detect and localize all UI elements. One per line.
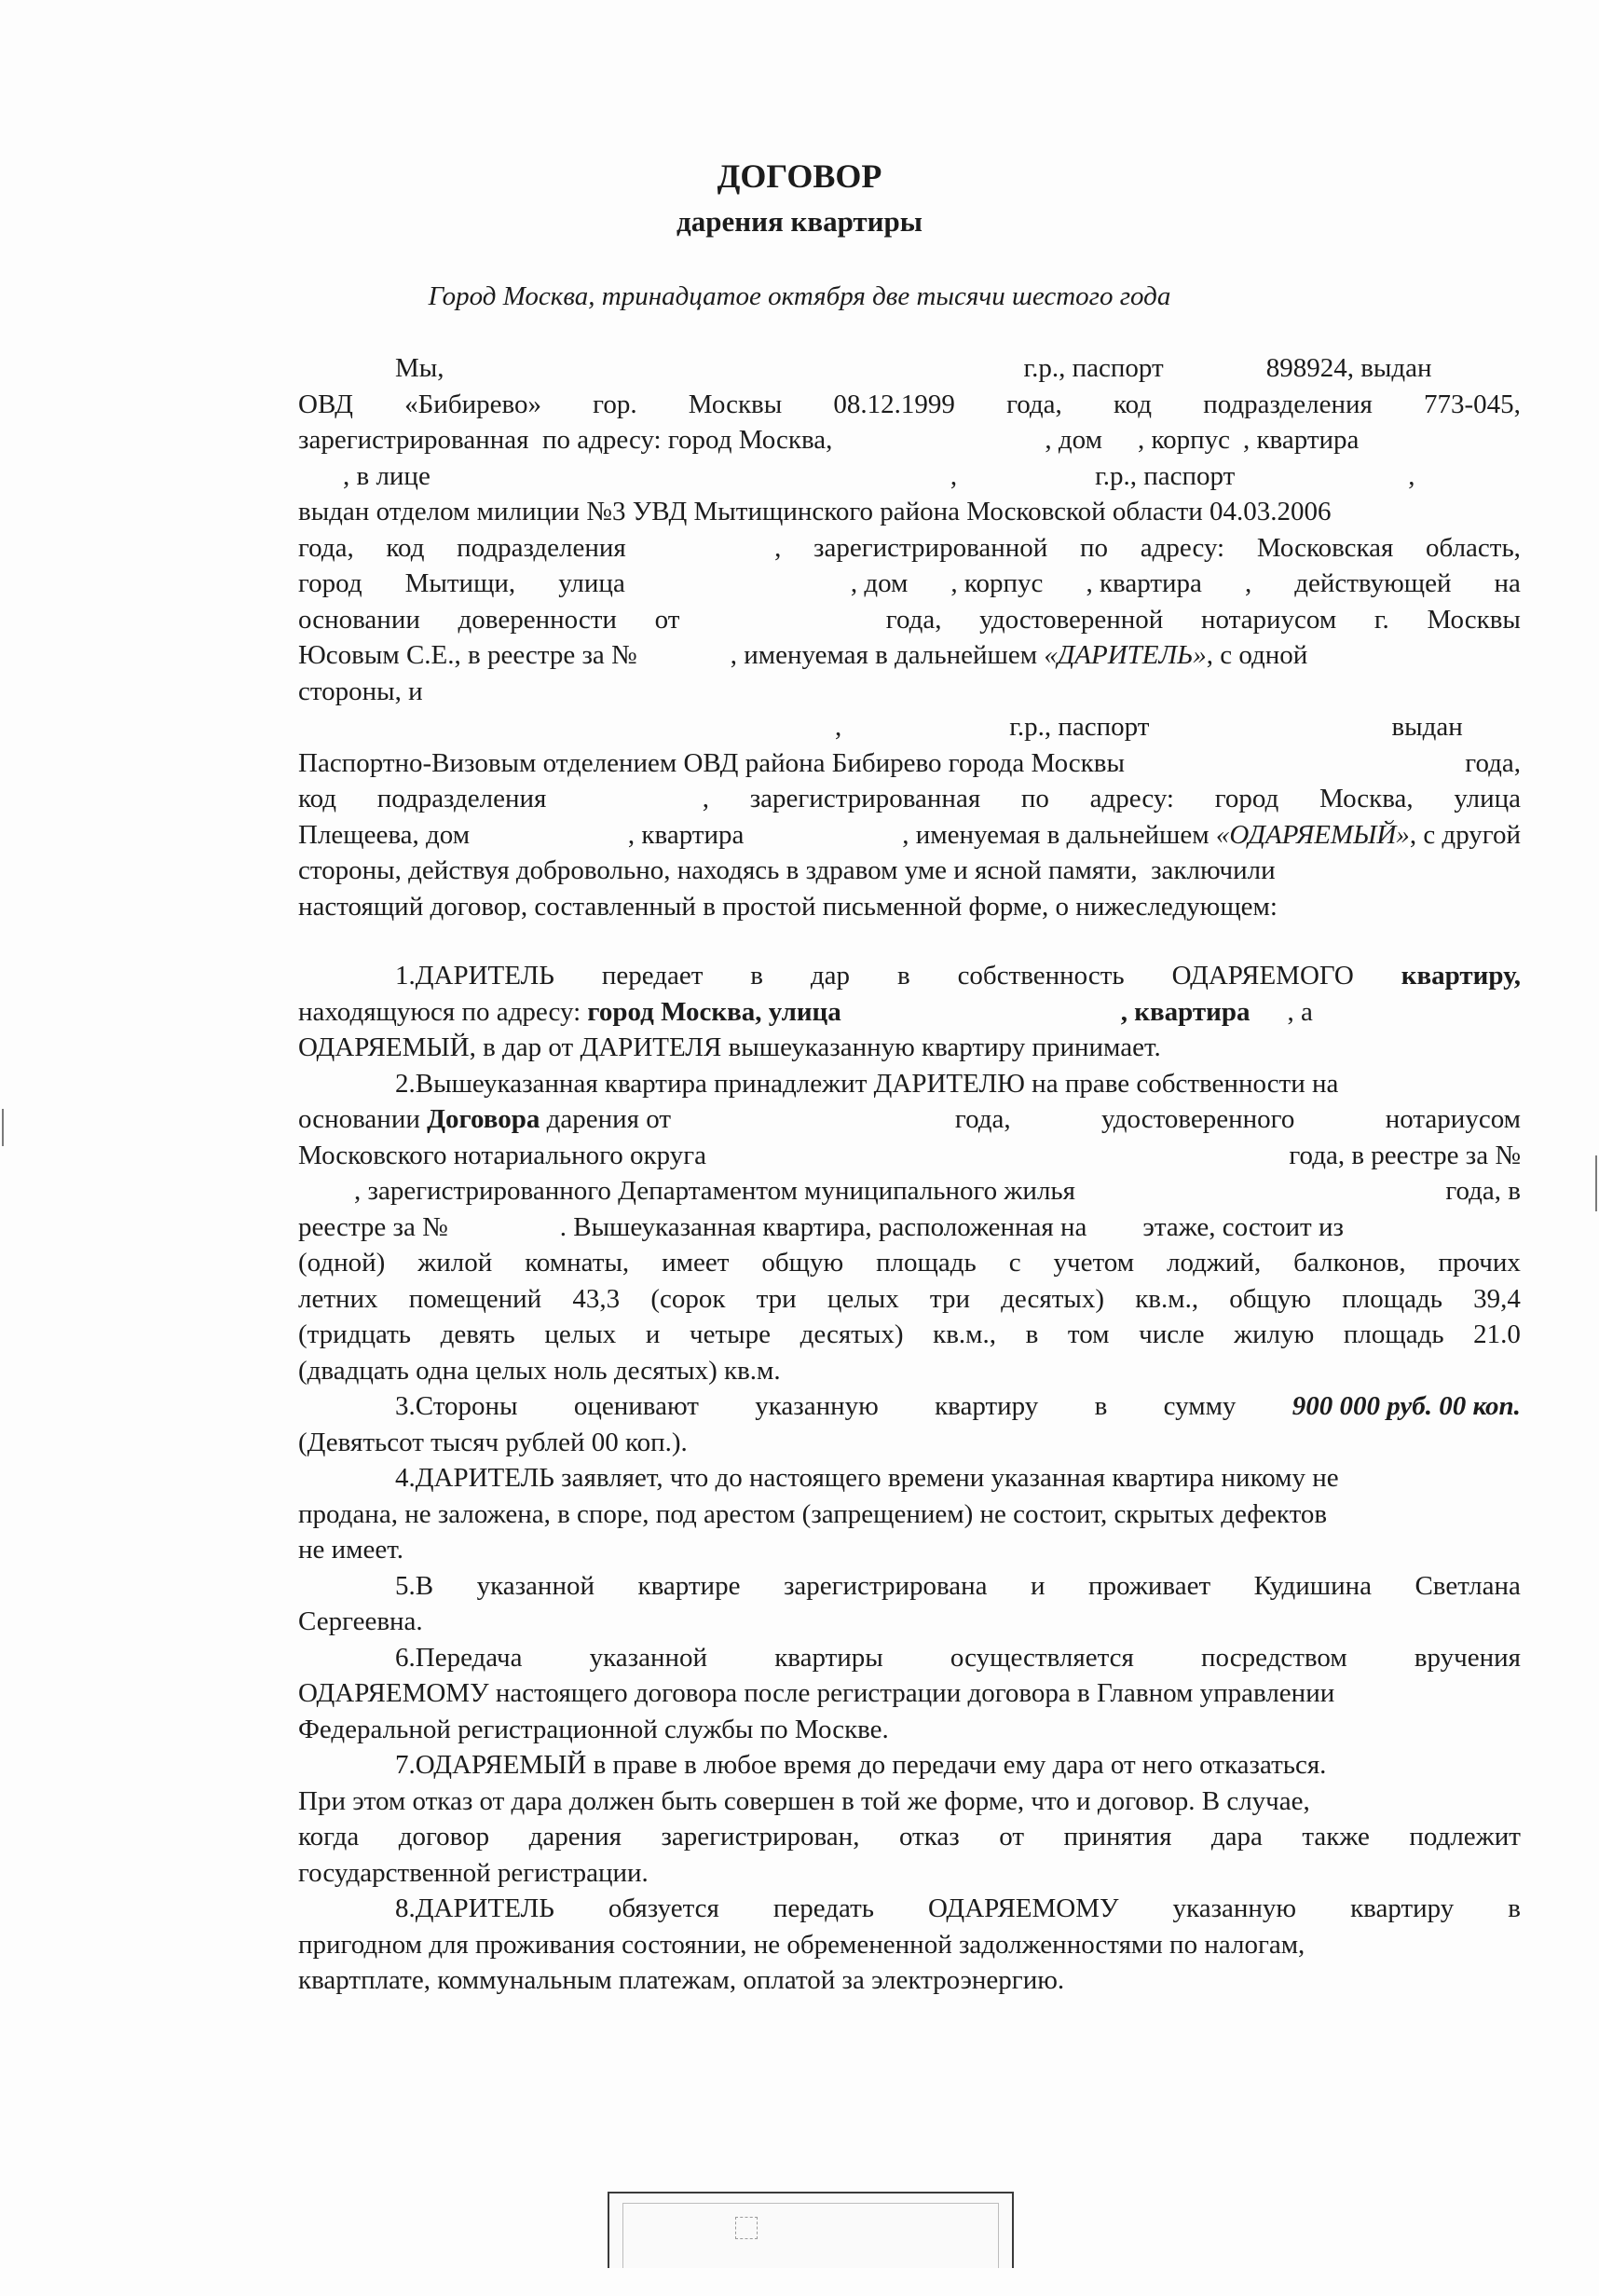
text-fragment: продана, не заложена, в споре, под арестом (запрещением) не состоит, скрытых дефектов <box>298 1498 1328 1529</box>
text-fragment: , <box>835 712 842 742</box>
text-fragment: , корпус <box>1137 425 1230 455</box>
text-fragment: площадь <box>1343 1319 1444 1349</box>
text-fragment: ОДАРЯЕМОГО <box>1171 961 1354 991</box>
text-fragment: (двадцать одна целых ноль десятых) кв.м. <box>298 1355 781 1386</box>
text-fragment: десятых) <box>800 1319 904 1349</box>
text-fragment: Московского нотариального округа <box>298 1140 707 1170</box>
text-fragment: квартире <box>637 1570 741 1601</box>
text-fragment: г.р., паспорт <box>1023 353 1164 383</box>
text-fragment: зарегистрированная по адресу: город Москва, <box>298 425 833 455</box>
text-fragment: комнаты, <box>525 1248 630 1278</box>
text-fragment: года, <box>885 604 942 635</box>
text-fragment: зарегистрированная <box>749 784 981 813</box>
text-fragment: площадь <box>1342 1283 1442 1314</box>
text-fragment: договор <box>398 1822 490 1852</box>
text-fragment: пригодном для проживания состоянии, не обремененной задолженностями по налогам, <box>298 1929 1305 1960</box>
text-fragment: , с другой <box>1409 819 1521 850</box>
text-fragment: общую <box>1229 1283 1312 1314</box>
text-fragment: указанной <box>589 1642 708 1673</box>
text-fragment: , в лице <box>343 460 430 491</box>
text-fragment: (Девятьсот тысяч рублей 00 коп.). <box>298 1427 688 1457</box>
preamble-line <box>298 853 1521 889</box>
scan-edge-mark <box>2 1109 4 1146</box>
text-fragment: , квартира <box>1120 996 1250 1027</box>
preamble-line <box>298 674 1521 710</box>
text-fragment: Паспортно-Визовым отделением ОВД района Бибирево города Москвы <box>298 747 1125 778</box>
text-fragment: подразделения <box>1203 389 1373 419</box>
text-fragment: выдан отделом милиции №3 УВД Мытищинского района Московской области 04.03.2006 <box>298 497 1332 526</box>
text-fragment: удостоверенного <box>1101 1104 1295 1134</box>
text-fragment: по <box>1080 532 1109 563</box>
clause-line <box>298 1855 1521 1892</box>
text-fragment: 3.Стороны <box>395 1391 518 1421</box>
text-fragment: , дом <box>1045 425 1102 455</box>
text-fragment: вручения <box>1414 1642 1521 1673</box>
document-subtitle: дарения квартиры <box>676 205 922 238</box>
text-fragment: Москвы <box>688 389 783 419</box>
clause-line <box>298 1425 1521 1461</box>
text-fragment: девять <box>440 1319 515 1349</box>
text-fragment: улица <box>558 568 625 598</box>
text-fragment: . Вышеуказанная квартира, расположенная на <box>559 1211 1087 1242</box>
text-fragment: , <box>774 532 782 563</box>
text-fragment: принятия <box>1063 1822 1172 1852</box>
clause-line <box>298 1784 1521 1820</box>
text-fragment: стороны, и <box>298 676 423 706</box>
text-fragment: ОДАРЯЕМЫЙ, в дар от ДАРИТЕЛЯ вышеуказанную квартиру принимает. <box>298 1032 1161 1062</box>
text-fragment: 1.ДАРИТЕЛЬ <box>395 961 554 991</box>
clause-line <box>298 1891 1521 1927</box>
text-fragment: Кудишина <box>1253 1570 1372 1601</box>
text-fragment: числе <box>1139 1319 1205 1349</box>
text-fragment: 8.ДАРИТЕЛЬ <box>395 1893 554 1923</box>
text-fragment: , квартира <box>627 819 745 850</box>
clause-line <box>298 1245 1521 1281</box>
text-fragment: и <box>645 1319 661 1349</box>
preamble-line <box>298 709 1521 745</box>
text-fragment: отказ <box>898 1822 960 1852</box>
clause-line <box>298 1353 1521 1389</box>
text-fragment: , <box>702 784 709 813</box>
text-fragment: на <box>1494 568 1521 598</box>
preamble-line <box>298 637 1521 674</box>
text-fragment: ОДАРЯЕМОМУ настоящего договора после регистрации договора в Главном управлении <box>298 1678 1335 1708</box>
text-fragment: в <box>896 961 910 991</box>
text-fragment: указанную <box>1172 1893 1297 1923</box>
text-fragment: основании <box>298 604 420 635</box>
text-fragment: летних <box>298 1283 378 1314</box>
preamble-line <box>298 889 1521 925</box>
stamp-inner-frame <box>622 2203 999 2268</box>
text-fragment: зарегистрирован, <box>661 1822 860 1852</box>
text-fragment: , <box>950 460 958 491</box>
text-fragment: имеет <box>662 1248 730 1278</box>
text-fragment: 5.В <box>395 1570 434 1601</box>
text-fragment: 6.Передача <box>395 1642 523 1673</box>
text-fragment: адресу: <box>1140 532 1225 563</box>
text-fragment: , а <box>1287 996 1313 1027</box>
clause-line <box>298 1101 1521 1138</box>
text-fragment: Мы, <box>395 353 444 383</box>
text-fragment: сумму <box>1163 1391 1237 1421</box>
text-fragment: город <box>298 568 362 598</box>
clause-line <box>298 958 1521 994</box>
text-fragment: 21.0 <box>1473 1319 1521 1349</box>
text-fragment: посредством <box>1200 1642 1347 1673</box>
text-fragment: ОДАРЯЕМОМУ <box>927 1893 1119 1923</box>
clause-line <box>298 1712 1521 1748</box>
text-fragment: квартиру <box>935 1391 1039 1421</box>
text-fragment: основании <box>298 1104 428 1134</box>
preamble-line <box>298 350 1521 387</box>
text-fragment: ОВД <box>298 389 353 419</box>
text-fragment: передает <box>601 961 704 991</box>
text-fragment: года, <box>1006 389 1062 419</box>
text-fragment: Москвы <box>1427 604 1521 635</box>
text-fragment: 43,3 <box>572 1283 621 1314</box>
text-fragment: три <box>756 1283 797 1314</box>
text-fragment: целых <box>544 1319 617 1349</box>
text-fragment: четыре <box>690 1319 772 1349</box>
preamble-line <box>298 494 1521 530</box>
text-fragment: дара <box>1210 1822 1263 1852</box>
price-amount: 900 000 руб. 00 коп. <box>1292 1391 1521 1421</box>
text-fragment: указанной <box>476 1570 594 1601</box>
text-fragment: квартиру <box>1350 1893 1455 1923</box>
clause-line <box>298 1604 1521 1640</box>
text-fragment: действующей <box>1294 568 1452 598</box>
text-fragment: дарения от <box>540 1104 672 1134</box>
text-fragment: доверенности <box>458 604 617 635</box>
preamble-line <box>298 602 1521 638</box>
clause-line <box>298 1568 1521 1605</box>
text-fragment: зарегистрирована <box>783 1570 988 1601</box>
text-fragment: квартплате, коммунальным платежам, оплатой за электроэнергию. <box>298 1965 1065 1995</box>
clause-line <box>298 1030 1521 1066</box>
text-fragment: нотариусом <box>1201 604 1337 635</box>
text-fragment: жилую <box>1234 1319 1315 1349</box>
text-fragment: гор. <box>593 389 637 419</box>
text-fragment: реестре за № <box>298 1211 448 1242</box>
text-fragment: государственной регистрации. <box>298 1857 649 1888</box>
text-fragment: Федеральной регистрационной службы по Москве. <box>298 1714 889 1744</box>
text-fragment: года, <box>954 1104 1011 1134</box>
text-fragment: Мытищи, <box>404 568 516 598</box>
text-fragment: Москва, <box>1319 784 1414 813</box>
stamp-frame <box>608 2192 1014 2268</box>
text-fragment: , именуемая в дальнейшем <box>730 640 1045 670</box>
place-and-date: Город Москва, тринадцатое октября две тысячи шестого года <box>428 281 1171 311</box>
text-fragment: Юсовым С.Е., в реестре за № <box>298 640 637 670</box>
preamble-line <box>298 745 1521 782</box>
clause-line <box>298 1747 1521 1784</box>
clause-line <box>298 1962 1521 1999</box>
text-fragment: года, <box>1465 747 1521 778</box>
text-fragment: выдан <box>1391 712 1463 742</box>
clause-line <box>298 1532 1521 1568</box>
text-fragment: (тридцать <box>298 1319 411 1349</box>
text-fragment: не имеет. <box>298 1535 403 1565</box>
text-fragment: прочих <box>1438 1248 1521 1278</box>
stamp-mark-icon <box>735 2217 758 2239</box>
text-fragment: 08.12.1999 <box>833 389 955 419</box>
clause-line <box>298 1819 1521 1855</box>
document-title: ДОГОВОР <box>717 157 882 195</box>
text-fragment: кв.м., <box>1135 1283 1199 1314</box>
text-fragment: 4.ДАРИТЕЛЬ заявляет, что до настоящего времени указанная квартира никому не <box>395 1463 1339 1493</box>
text-fragment: три <box>929 1283 970 1314</box>
text-fragment: осуществляется <box>950 1642 1134 1673</box>
text-fragment: балконов, <box>1293 1248 1406 1278</box>
preamble-line <box>298 566 1521 602</box>
text-fragment: , <box>1408 460 1415 491</box>
text-fragment: квартиру, <box>1401 961 1521 991</box>
text-fragment: удостоверенной <box>979 604 1164 635</box>
preamble-line <box>298 458 1521 495</box>
preamble-line <box>298 422 1521 458</box>
text-fragment: город Москва, улица <box>587 996 841 1027</box>
text-fragment: настоящий договор, составленный в простой письменной форме, о нижеследующем: <box>298 891 1278 922</box>
preamble-line <box>298 781 1521 817</box>
text-fragment: код <box>1114 389 1153 419</box>
text-fragment: лоджий, <box>1166 1248 1262 1278</box>
text-fragment: 39,4 <box>1473 1283 1521 1314</box>
text-fragment: , именуемая в дальнейшем <box>902 819 1216 850</box>
text-fragment: код <box>386 532 425 563</box>
text-fragment: десятых) <box>1001 1283 1105 1314</box>
text-fragment: , зарегистрированного Департаментом муниципального жилья <box>354 1176 1075 1206</box>
text-fragment: по <box>1020 784 1049 813</box>
text-fragment: стороны, действуя добровольно, находясь в здравом уме и ясной памяти, заключили <box>298 855 1276 885</box>
clause-line <box>298 1460 1521 1496</box>
text-fragment: оценивают <box>573 1391 699 1421</box>
preamble-line <box>298 530 1521 567</box>
text-fragment: (сорок <box>650 1283 726 1314</box>
clause-line <box>298 1317 1521 1353</box>
text-fragment: 773-045, <box>1424 389 1521 419</box>
text-fragment: от <box>999 1822 1024 1852</box>
text-fragment: 7.ОДАРЯЕМЫЙ в праве в любое время до передачи ему дара от него отказаться. <box>395 1750 1327 1780</box>
text-fragment: квартиры <box>774 1642 883 1673</box>
text-fragment: Светлана <box>1414 1570 1521 1601</box>
text-fragment: также <box>1302 1822 1370 1852</box>
text-fragment: передать <box>772 1893 874 1923</box>
preamble-line <box>298 817 1521 854</box>
text-fragment: года, в реестре за № <box>1289 1140 1521 1170</box>
text-fragment: в <box>1025 1319 1039 1349</box>
text-fragment: том <box>1067 1319 1110 1349</box>
text-fragment: подлежит <box>1409 1822 1521 1852</box>
text-fragment: Договора <box>427 1104 540 1134</box>
text-fragment: площадь <box>876 1248 977 1278</box>
text-fragment: Плещеева, дом <box>298 819 471 850</box>
text-fragment: (одной) <box>298 1248 386 1278</box>
text-fragment: дар <box>810 961 851 991</box>
text-fragment: 898924, выдан <box>1265 353 1432 383</box>
text-fragment: кв.м., <box>933 1319 996 1349</box>
text-fragment: жилой <box>417 1248 493 1278</box>
text-fragment: код <box>298 784 337 813</box>
text-fragment: г.р., паспорт <box>1009 712 1150 742</box>
text-fragment: Сергеевна. <box>298 1606 423 1636</box>
text-fragment: обязуется <box>608 1893 719 1923</box>
text-fragment: область, <box>1426 532 1521 563</box>
text-fragment: , корпус <box>950 568 1044 598</box>
preamble-line <box>298 387 1521 423</box>
text-fragment: подразделения <box>457 532 626 563</box>
text-fragment: помещений <box>408 1283 542 1314</box>
text-fragment: от <box>654 604 680 635</box>
clause-line <box>298 1388 1521 1425</box>
text-fragment: в <box>750 961 763 991</box>
text-fragment: общую <box>761 1248 844 1278</box>
text-fragment: дарения <box>528 1822 622 1852</box>
text-fragment: в <box>1508 1893 1521 1923</box>
text-fragment: город <box>1214 784 1279 813</box>
clause-line <box>298 1173 1521 1210</box>
clause-line <box>298 1138 1521 1174</box>
text-fragment: нотариусом <box>1385 1104 1521 1134</box>
text-fragment: 2.Вышеуказанная квартира принадлежит ДАРИТЕЛЮ на праве собственности на <box>395 1068 1339 1099</box>
text-fragment: собственность <box>957 961 1125 991</box>
text-fragment: г. <box>1374 604 1389 635</box>
text-fragment: «ДАРИТЕЛЬ» <box>1044 640 1207 670</box>
text-fragment: учетом <box>1053 1248 1135 1278</box>
text-fragment: проживает <box>1088 1570 1211 1601</box>
text-fragment: г.р., паспорт <box>1095 460 1236 491</box>
clause-line <box>298 1496 1521 1533</box>
text-fragment: Московская <box>1256 532 1394 563</box>
scan-edge-mark <box>1595 1155 1597 1211</box>
text-fragment: с <box>1008 1248 1021 1278</box>
text-fragment: года, <box>298 532 354 563</box>
text-fragment: При этом отказ от дара должен быть совершен в той же форме, что и договор. В случае, <box>298 1785 1310 1816</box>
text-fragment: , квартира <box>1086 568 1202 598</box>
clause-line <box>298 994 1521 1031</box>
clause-line <box>298 1675 1521 1712</box>
text-fragment: в <box>1094 1391 1108 1421</box>
text-fragment: зарегистрированной <box>813 532 1048 563</box>
text-fragment: когда <box>298 1822 360 1852</box>
text-fragment: указанную <box>755 1391 879 1421</box>
text-fragment: , <box>1244 568 1252 598</box>
text-fragment: улица <box>1454 784 1521 813</box>
text-fragment: подразделения <box>376 784 547 813</box>
text-fragment: года, в <box>1445 1176 1521 1206</box>
text-fragment: , дом <box>850 568 909 598</box>
clause-line <box>298 1640 1521 1676</box>
text-fragment: , квартира <box>1242 425 1360 455</box>
clause-line <box>298 1210 1521 1246</box>
text-fragment: , с одной <box>1206 640 1308 670</box>
clause-line <box>298 1281 1521 1318</box>
contract-body <box>298 350 1521 1999</box>
clause-line <box>298 1066 1521 1102</box>
text-fragment: этаже, состоит из <box>1142 1211 1344 1242</box>
text-fragment: адресу: <box>1089 784 1174 813</box>
text-fragment: «Бибирево» <box>404 389 541 419</box>
text-fragment: и <box>1031 1570 1046 1601</box>
text-fragment: «ОДАРЯЕМЫЙ» <box>1215 819 1410 850</box>
text-fragment: находящуюся по адресу: <box>298 996 588 1027</box>
text-fragment: целых <box>827 1283 899 1314</box>
clause-line <box>298 1927 1521 1963</box>
